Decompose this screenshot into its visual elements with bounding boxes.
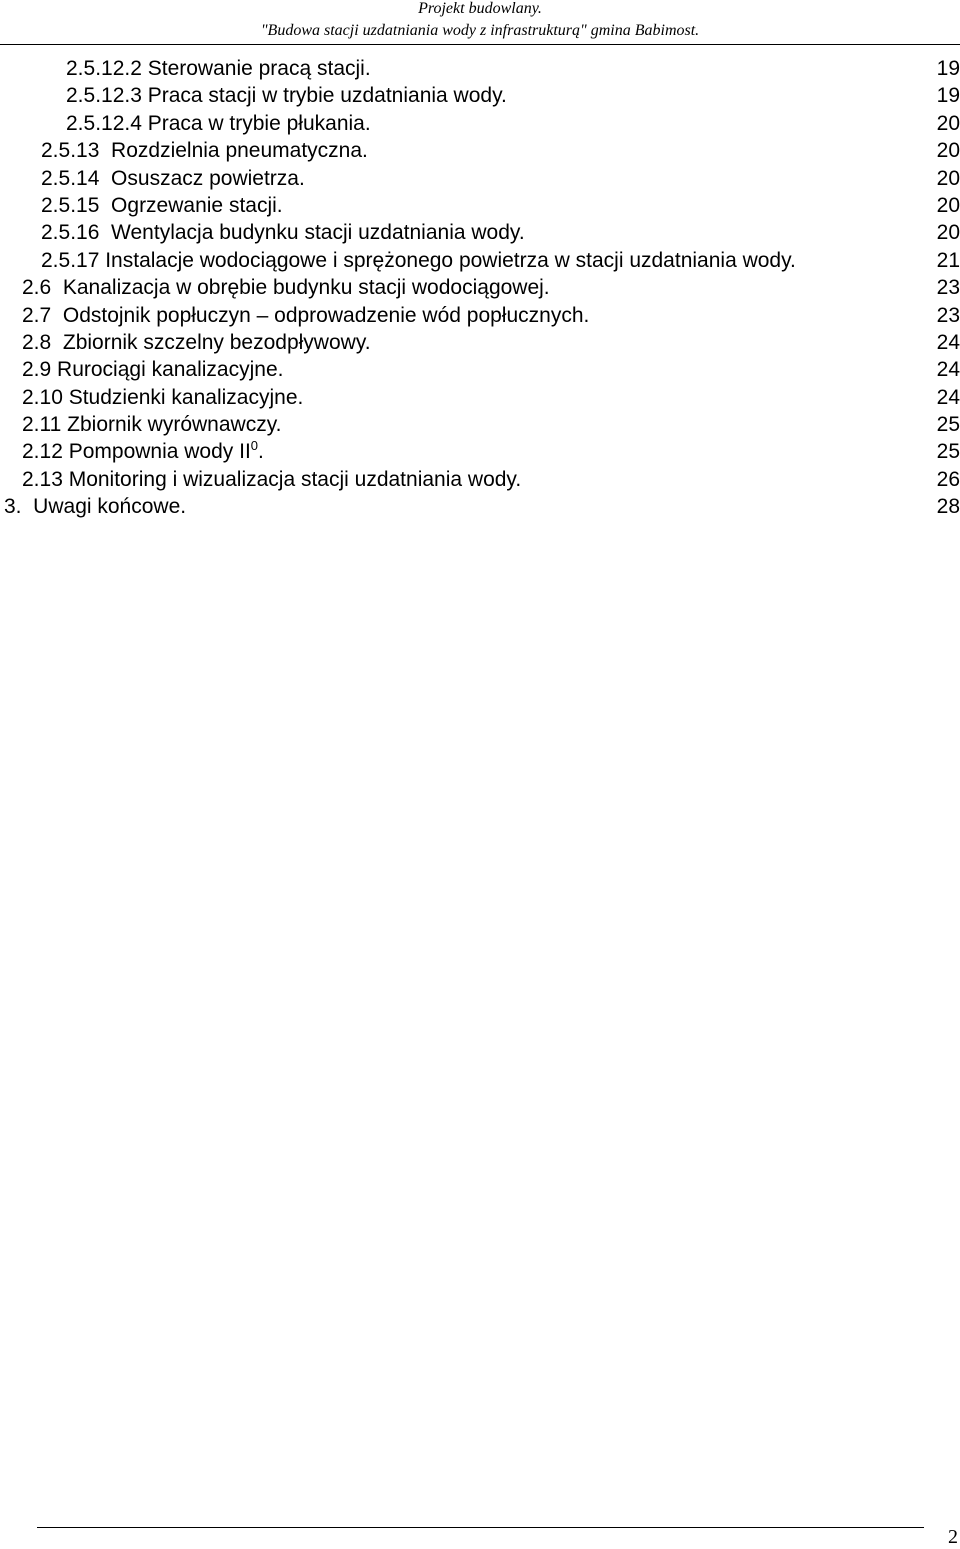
toc-entry-title-wrap xyxy=(22,438,264,465)
toc-entry-page: 21 xyxy=(936,248,960,272)
toc-entry-page: 20 xyxy=(936,221,960,245)
toc-entry-title: 2.11 Zbiornik wyrównawczy. xyxy=(22,413,282,437)
toc-entry xyxy=(0,165,960,192)
toc-entry-title: 2.5.17 Instalacje wodociągowe i sprężonego powietrza w stacji uzdatniania wody. xyxy=(41,248,796,272)
header-title: Projekt budowlany. xyxy=(418,0,542,17)
toc-entry-title: 2.5.12.2 Sterowanie pracą stacji. xyxy=(66,57,371,80)
header-subtitle: "Budowa stacji uzdatniania wody z infrastrukturą" gmina Babimost. xyxy=(260,22,700,39)
toc-entry-title: 2.5.12.4 Praca w trybie płukania. xyxy=(66,111,371,135)
toc-entry xyxy=(0,466,960,493)
toc-entry-title: 2.6 Kanalizacja w obrębie budynku stacji wodociągowej. xyxy=(22,276,550,300)
toc-entry xyxy=(0,55,960,82)
toc-entry-title: 2.5.12.3 Praca stacji w trybie uzdatniania wody. xyxy=(66,84,507,108)
table-of-contents xyxy=(0,55,960,521)
toc-entry-page: 24 xyxy=(936,385,960,409)
toc-entry xyxy=(0,329,960,356)
toc-entry-page: 20 xyxy=(936,193,960,217)
toc-entry-title: 2.5.16 Wentylacja budynku stacji uzdatniania wody. xyxy=(41,221,525,245)
toc-entry-page: 23 xyxy=(936,303,960,327)
toc-entry-page: 26 xyxy=(936,467,960,491)
toc-entry xyxy=(0,137,960,164)
toc-entry xyxy=(0,192,960,219)
toc-entry xyxy=(0,110,960,137)
toc-entry-title: 2.5.14 Osuszacz powietrza. xyxy=(41,166,305,190)
toc-entry xyxy=(0,438,960,465)
toc-entry-title: 3. Uwagi końcowe. xyxy=(4,495,187,519)
toc-entry-page: 20 xyxy=(936,166,960,190)
toc-entry-title: 2.13 Monitoring i wizualizacja stacji uzdatniania wody. xyxy=(22,467,522,491)
toc-entry-page: 20 xyxy=(936,139,960,163)
toc-entry-title: 2.8 Zbiornik szczelny bezodpływowy. xyxy=(22,330,371,354)
toc-entry-page: 25 xyxy=(936,440,960,464)
toc-entry xyxy=(0,274,960,301)
toc-entry-title: 2.10 Studzienki kanalizacyjne. xyxy=(22,385,304,409)
toc-entry-suffix: . xyxy=(258,440,264,464)
toc-entry-title: 2.5.13 Rozdzielnia pneumatyczna. xyxy=(41,139,368,163)
page-number: 2 xyxy=(948,1526,958,1548)
toc-entry xyxy=(0,493,960,520)
toc-entry xyxy=(0,384,960,411)
toc-entry-superscript: 0 xyxy=(250,438,259,454)
header-divider xyxy=(0,44,960,45)
toc-entry xyxy=(0,247,960,274)
toc-entry xyxy=(0,219,960,246)
toc-entry xyxy=(0,302,960,329)
toc-entry-page: 19 xyxy=(936,57,960,80)
toc-entry-title: 2.5.15 Ogrzewanie stacji. xyxy=(41,193,283,217)
toc-entry-title: 2.9 Rurociągi kanalizacyjne. xyxy=(22,358,284,382)
toc-entry xyxy=(0,356,960,383)
toc-entry xyxy=(0,82,960,109)
toc-entry-page: 28 xyxy=(936,495,960,519)
footer-divider xyxy=(37,1527,924,1528)
toc-entry-title: 2.12 Pompownia wody II xyxy=(22,440,251,464)
toc-entry xyxy=(0,411,960,438)
toc-entry-page: 24 xyxy=(936,358,960,382)
toc-entry-page: 25 xyxy=(936,413,960,437)
toc-entry-page: 24 xyxy=(936,330,960,354)
toc-entry-page: 19 xyxy=(936,84,960,108)
toc-entry-page: 20 xyxy=(936,111,960,135)
toc-entry-page: 23 xyxy=(936,276,960,300)
toc-entry-title: 2.7 Odstojnik popłuczyn – odprowadzenie wód popłucznych. xyxy=(22,303,590,327)
